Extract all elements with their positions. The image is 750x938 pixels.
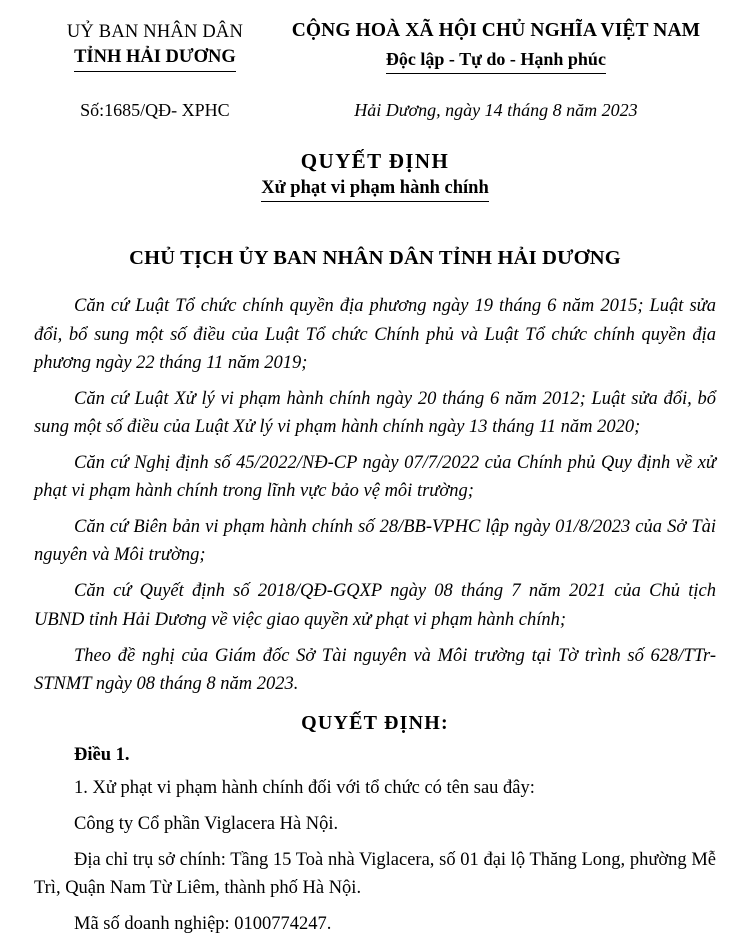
legal-basis-paragraph-6: Theo đề nghị của Giám đốc Sở Tài nguyên và Môi trường tại Tờ trình số 628/TTr-STNMT ngày 08 tháng 8 năm 2023. [34, 645, 716, 694]
issuer-line: CHỦ TỊCH ỦY BAN NHÂN DÂN TỈNH HẢI DƯƠNG [129, 247, 621, 270]
document-number-label: Số: [80, 100, 105, 121]
article-1-item-1: 1. Xử phạt vi phạm hành chính đối với tổ chức có tên sau đây: [74, 777, 535, 798]
document-number [34, 100, 276, 121]
legal-basis-paragraph-3: Căn cứ Nghị định số 45/2022/NĐ-CP ngày 07/7/2022 của Chính phủ Quy định về xử phạt vi phạm hành chính trong lĩnh vực bảo vệ môi trường; [34, 452, 716, 502]
document-subtitle: Xử phạt vi phạm hành chính [261, 178, 489, 202]
organization-tax-code: Mã số doanh nghiệp: 0100774247. [74, 914, 332, 935]
legal-basis-paragraph-2: Căn cứ Luật Xử lý vi phạm hành chính ngày 20 tháng 6 năm 2012; Luật sửa đổi, bổ sung một số điều của Luật Xử lý vi phạm hành chính ngày 13 tháng 11 năm 2020; [34, 388, 716, 437]
document-body [34, 292, 716, 938]
national-heading-block [276, 18, 716, 74]
legal-basis-paragraph-1: Căn cứ Luật Tổ chức chính quyền địa phương ngày 19 tháng 6 năm 2015; Luật sửa đổi, bổ sung một số điều của Luật Tổ chức Chính phủ và Luật Tổ chức chính quyền địa phương ngày 22 tháng 11 năm 2019; [34, 296, 716, 373]
number-and-date-row [34, 100, 716, 121]
document-number-value: 1685 [104, 100, 141, 121]
document-title-block [34, 149, 716, 202]
issuing-authority-block [34, 18, 276, 72]
issuing-authority-line1: UỶ BAN NHÂN DÂN [66, 22, 244, 42]
document-title: QUYẾT ĐỊNH [300, 149, 450, 174]
national-motto: Độc lập - Tự do - Hạnh phúc [386, 46, 606, 74]
article-1-heading: Điều 1. [74, 744, 130, 765]
place-and-date: Hải Dương, ngày 14 tháng 8 năm 2023 [354, 100, 638, 121]
organization-name: Công ty Cổ phần Viglacera Hà Nội. [74, 813, 339, 834]
document-number-suffix: /QĐ- XPHC [140, 100, 230, 121]
legal-basis-paragraph-4: Căn cứ Biên bản vi phạm hành chính số 28/BB-VPHC lập ngày 01/8/2023 của Sở Tài nguyên và Môi trường; [34, 517, 716, 566]
document-header [34, 18, 716, 74]
organization-address: Địa chỉ trụ sở chính: Tầng 15 Toà nhà Viglacera, số 01 đại lộ Thăng Long, phường Mễ Trì, Quận Nam Từ Liêm, thành phố Hà Nội. [34, 850, 716, 899]
legal-basis-paragraph-5: Căn cứ Quyết định số 2018/QĐ-GQXP ngày 08 tháng 7 năm 2021 của Chủ tịch UBND tỉnh Hải Dương về việc giao quyền xử phạt vi phạm hành chính; [34, 581, 716, 630]
issuing-authority-line2: TỈNH HẢI DƯƠNG [74, 45, 236, 72]
national-heading-line1: CỘNG HOÀ XÃ HỘI CHỦ NGHĨA VIỆT NAM [291, 20, 701, 41]
decision-keyword: QUYẾT ĐỊNH: [301, 711, 449, 734]
